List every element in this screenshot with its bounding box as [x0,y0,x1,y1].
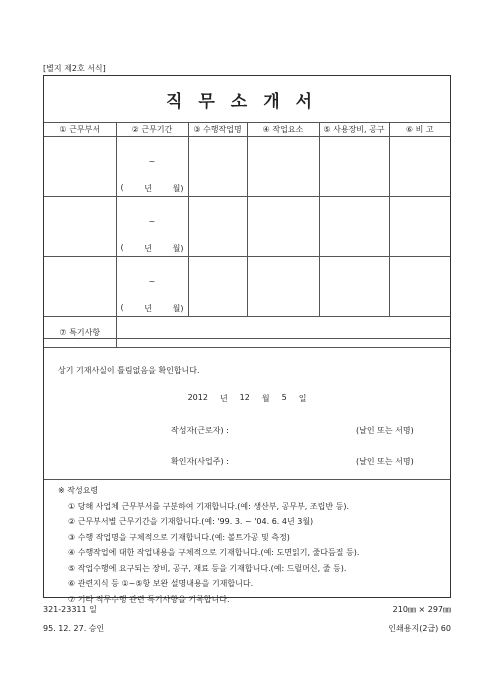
guide-item: ② 근무부서별 근무기간을 기재합니다.(예: '99. 3. ~ '04. 6. 4년 3월) [68,517,314,526]
period-cell[interactable] [116,137,188,197]
job-description-form [43,75,451,604]
equipment-cell[interactable] [319,137,389,197]
element-cell[interactable] [247,197,319,257]
confirm-date [44,393,450,404]
note-cell[interactable] [389,257,450,317]
date-month[interactable]: 12 [239,393,250,402]
period-year: 년 [144,184,152,193]
paper-grade: 인쇄용지(2급) 60 [388,624,451,633]
guide-heading: ※ 작성요령 [58,486,99,495]
element-cell[interactable] [247,137,319,197]
equipment-cell[interactable] [319,197,389,257]
confirmation-section [44,338,450,480]
special-label: ⑦ 특기사항 [44,317,116,348]
form-code: 321-23311 일 [43,605,97,614]
col-note: ⑥ 비 고 [389,123,450,137]
period-tilde: ~ [148,217,156,226]
dept-cell[interactable] [44,257,116,317]
page-title: 직무소개서 [44,76,450,123]
table-row [44,197,450,257]
guide-item: ⑤ 작업수행에 요구되는 장비, 공구, 재료 등을 기재합니다.(예: 드릴머신, 줄 등). [68,563,347,573]
approver-sign[interactable]: (날인 또는 서명) [356,457,414,466]
col-dept: ① 근무부서 [44,123,116,137]
table-header [44,123,450,137]
period-month: 월) [172,244,184,253]
approver-label: 확인자(사업주) : [171,457,229,466]
dept-cell[interactable] [44,197,116,257]
table-row [44,257,450,317]
note-cell[interactable] [389,197,450,257]
period-year: 년 [144,304,152,313]
form-label: [별지 제2호 서식] [43,64,106,73]
writer-sign[interactable]: (날인 또는 서명) [356,426,414,435]
job-table [44,122,450,348]
writing-guide [44,478,450,607]
note-cell[interactable] [389,137,450,197]
dept-cell[interactable] [44,137,116,197]
period-cell[interactable] [116,197,188,257]
col-period: ② 근무기간 [116,123,188,137]
equipment-cell[interactable] [319,257,389,317]
period-cell[interactable] [116,257,188,317]
task-cell[interactable] [188,137,247,197]
task-cell[interactable] [188,197,247,257]
col-element: ④ 작업요소 [247,123,319,137]
paper-size: 210㎜ × 297㎜ [392,605,451,614]
date-day-unit: 일 [298,394,307,403]
period-month: 월) [172,304,184,313]
task-cell[interactable] [188,257,247,317]
period-tilde: ~ [148,157,156,166]
guide-item: ⑦ 기타 직무수행 관련 특기사항을 기록합니다. [68,594,230,604]
date-month-unit: 월 [261,394,270,403]
guide-item: ⑥ 관련지식 등 ①~⑤항 보완 설명내용을 기재합니다. [68,579,254,588]
writer-label: 작성자(근로자) : [171,426,229,435]
col-task: ③ 수행작업명 [188,123,247,137]
approval-date: 95. 12. 27. 승인 [43,624,105,633]
col-equipment: ⑤ 사용장비, 공구 [319,123,389,137]
element-cell[interactable] [247,257,319,317]
guide-item: ③ 수행 작업명을 구체적으로 기재합니다.(예: 볼트가공 및 측정) [68,532,290,542]
period-open: ( [120,183,124,192]
date-year[interactable]: 2012 [187,393,208,402]
period-year: 년 [144,244,152,253]
period-open: ( [120,243,124,252]
date-year-unit: 년 [219,394,228,403]
period-open: ( [120,303,124,312]
table-row [44,137,450,197]
confirm-statement: 상기 기재사실이 틀림없음을 확인합니다. [58,366,200,375]
date-day[interactable]: 5 [281,393,287,402]
period-tilde: ~ [148,277,156,286]
period-month: 월) [172,184,184,193]
guide-item: ④ 수행작업에 대한 작업내용을 구체적으로 기재합니다.(예: 도면읽기, 줄다듬질 등). [68,548,360,557]
guide-item: ① 당해 사업체 근무부서를 구분하여 기재합니다.(예: 생산부, 공무부, 조립반 등). [68,501,350,511]
